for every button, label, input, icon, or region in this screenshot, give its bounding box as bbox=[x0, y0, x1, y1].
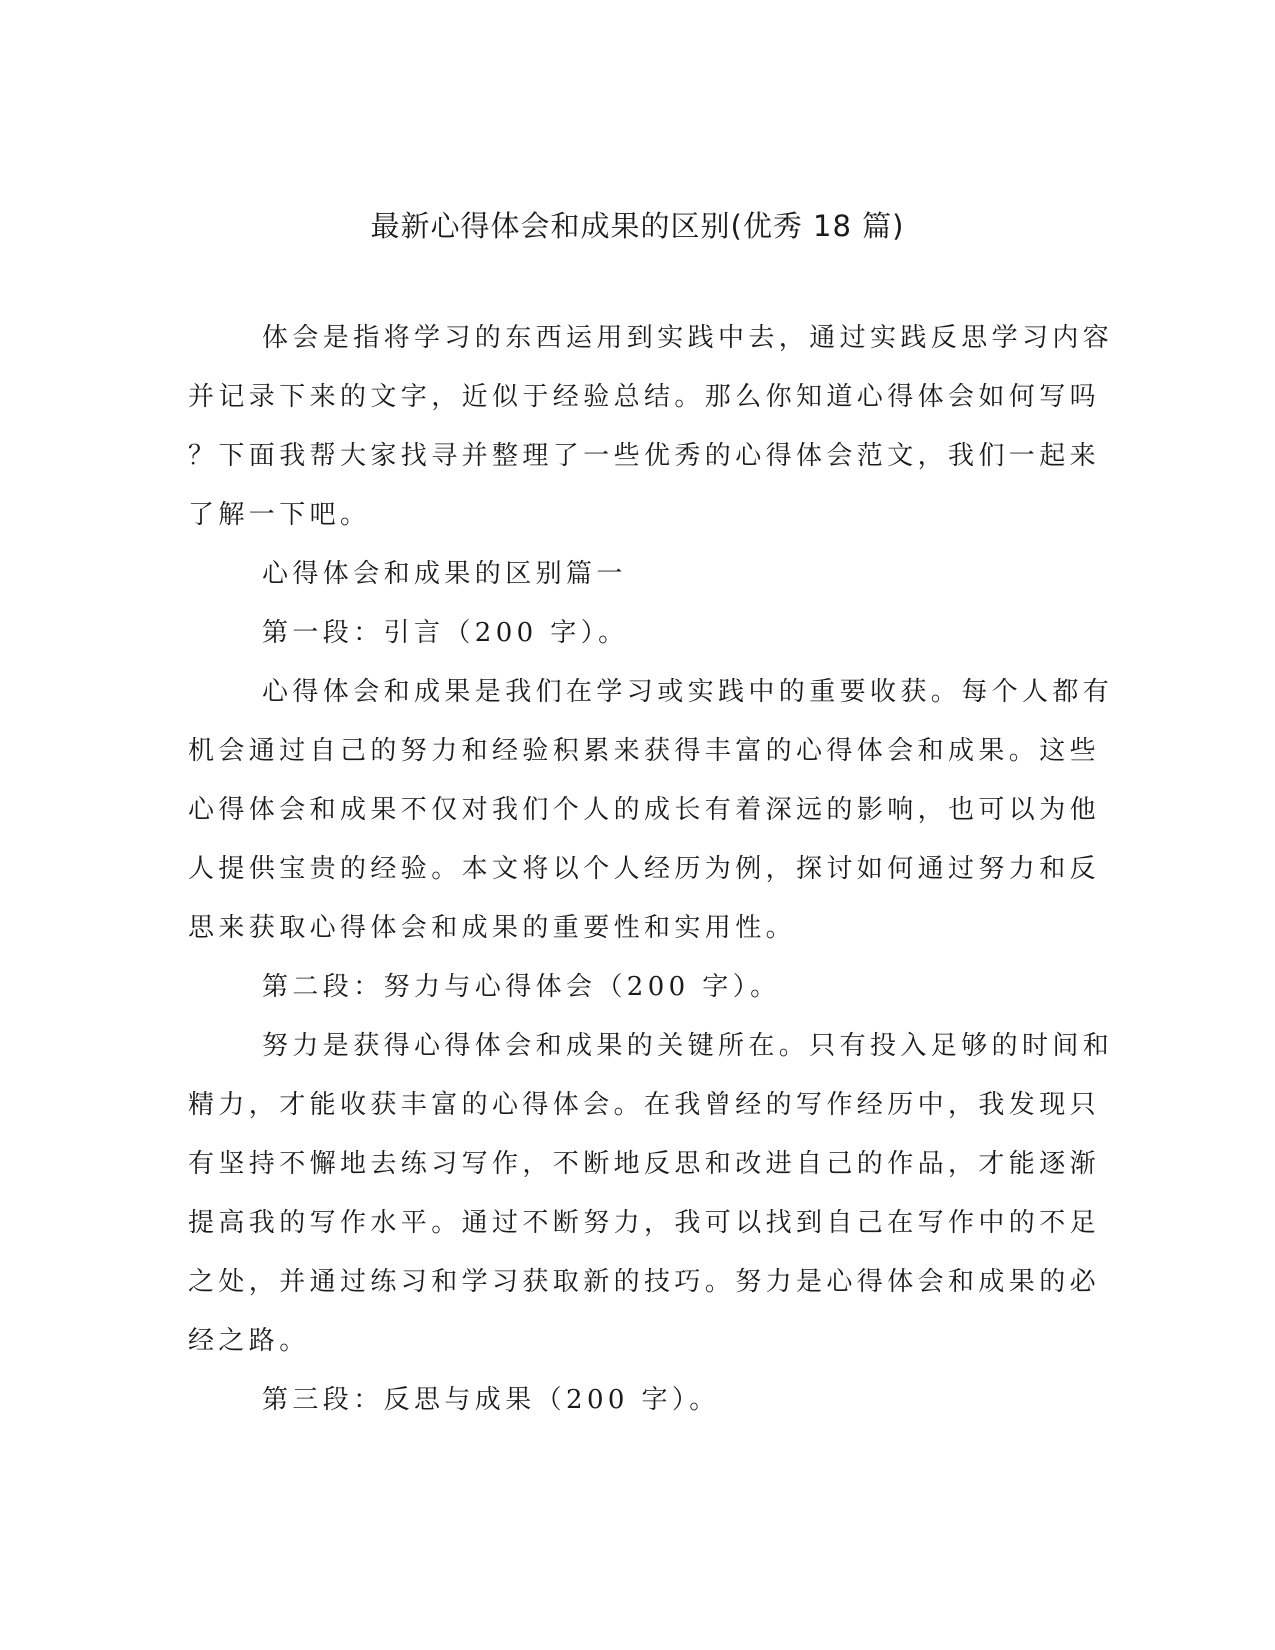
body-line: ？下面我帮大家找寻并整理了一些优秀的心得体会范文，我们一起来 bbox=[188, 441, 1101, 471]
body-line: 精力，才能收获丰富的心得体会。在我曾经的写作经历中，我发现只 bbox=[188, 1090, 1101, 1120]
body-line: 并记录下来的文字，近似于经验总结。那么你知道心得体会如何写吗 bbox=[188, 382, 1101, 412]
paragraph-heading: 第一段：引言（200 字）。 bbox=[262, 618, 629, 648]
body-line: 思来获取心得体会和成果的重要性和实用性。 bbox=[188, 913, 797, 943]
body-line: 体会是指将学习的东西运用到实践中去，通过实践反思学习内容 bbox=[262, 323, 1114, 353]
body-line: 有坚持不懈地去练习写作，不断地反思和改进自己的作品，才能逐渐 bbox=[188, 1149, 1101, 1179]
body-line: 了解一下吧。 bbox=[188, 500, 371, 530]
section-heading: 心得体会和成果的区别篇一 bbox=[262, 559, 627, 589]
paragraph-heading: 第二段：努力与心得体会（200 字）。 bbox=[262, 972, 781, 1002]
body-line: 机会通过自己的努力和经验积累来获得丰富的心得体会和成果。这些 bbox=[188, 736, 1101, 766]
body-line: 人提供宝贵的经验。本文将以个人经历为例，探讨如何通过努力和反 bbox=[188, 854, 1101, 884]
body-line: 心得体会和成果是我们在学习或实践中的重要收获。每个人都有 bbox=[262, 677, 1114, 707]
body-line: 之处，并通过练习和学习获取新的技巧。努力是心得体会和成果的必 bbox=[188, 1267, 1101, 1297]
body-line: 经之路。 bbox=[188, 1326, 310, 1356]
body-line: 努力是获得心得体会和成果的关键所在。只有投入足够的时间和 bbox=[262, 1031, 1114, 1061]
body-line: 提高我的写作水平。通过不断努力，我可以找到自己在写作中的不足 bbox=[188, 1208, 1101, 1238]
document-title: 最新心得体会和成果的区别(优秀 18 篇) bbox=[370, 209, 905, 243]
body-line: 心得体会和成果不仅对我们个人的成长有着深远的影响，也可以为他 bbox=[188, 795, 1101, 825]
paragraph-heading: 第三段：反思与成果（200 字）。 bbox=[262, 1385, 720, 1415]
